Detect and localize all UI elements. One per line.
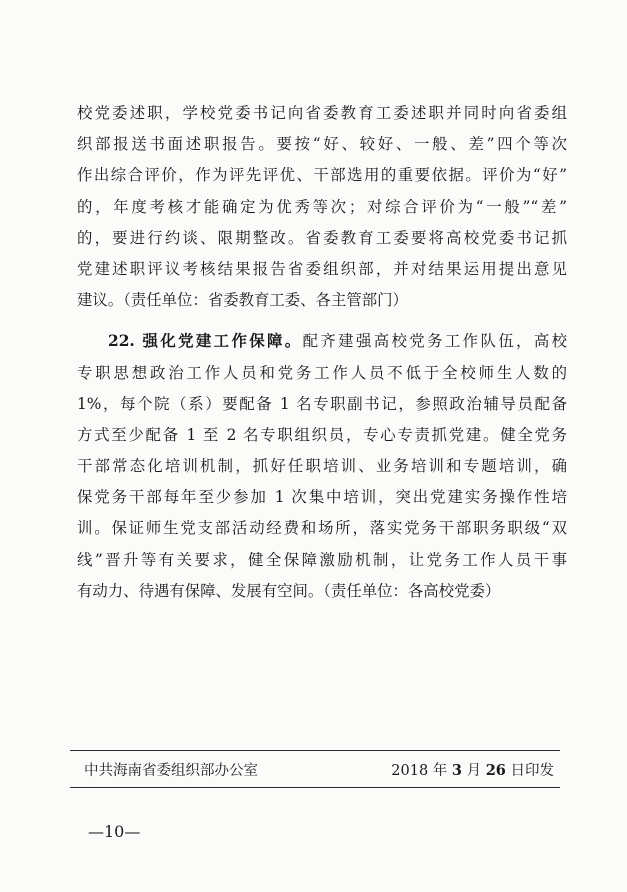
date-year: 2018 (391, 763, 429, 779)
text-line: 织部报送书面述职报告。要按“好、较好、一般、差”四个等次 (77, 135, 567, 154)
paragraph-1 (77, 98, 567, 316)
text-line: 方式至少配备 1 至 2 名专职组织员，专心专责抓党建。健全党务 (77, 425, 567, 444)
text-line: 党建述职评议考核结果报告省委组织部，并对结果运用提出意见 (77, 259, 567, 278)
text-line: 的，年度考核才能确定为优秀等次；对综合评价为“一般”“差” (77, 197, 567, 216)
issuer-name: 中共海南省委组织部办公室 (84, 763, 258, 779)
issue-date (391, 759, 554, 780)
body-text (77, 98, 567, 607)
text-line: 校党委述职，学校党委书记向省委教育工委述职并同时向省委组 (77, 104, 567, 122)
text-line: 有动力、待遇有保障、发展有空间。（责任单位：各高校党委） (77, 581, 501, 600)
text-line: 作出综合评价，作为评先评优、干部选用的重要依据。评价为“好” (77, 166, 567, 185)
text-span: 配齐建强高校党务工作队伍，高校 (302, 332, 567, 351)
text-line: 训。保证师生党支部活动经费和场所，落实党务干部职务职级“双 (77, 519, 567, 538)
text-line: 线”晋升等有关要求，健全保障激励机制，让党务工作人员干事 (77, 550, 567, 569)
text-line (77, 326, 567, 357)
text-line: 干部常态化培训机制，抓好任职培训、业务培训和专题培训，确 (77, 457, 567, 476)
paragraph-2 (77, 326, 567, 607)
section-heading: 22. 强化党建工作保障。 (108, 332, 303, 351)
date-day-suffix: 日印发 (505, 763, 554, 779)
date-month: 3 (451, 762, 462, 779)
text-line: 1%，每个院（系）要配备 1 名专职副书记，参照政治辅导员配备 (77, 394, 567, 413)
date-month-suffix: 月 (461, 763, 486, 779)
footer-bottom-rule (70, 787, 560, 788)
footer-top-rule (70, 750, 560, 751)
date-year-suffix: 年 (428, 763, 452, 779)
page-number: —10— (88, 822, 141, 841)
date-day: 26 (485, 762, 506, 779)
text-line: 保党务干部每年至少参加 1 次集中培训，突出党建实务操作性培 (77, 488, 567, 507)
text-line: 的，要进行约谈、限期整改。省委教育工委要将高校党委书记抓 (77, 228, 567, 247)
text-line: 专职思想政治工作人员和党务工作人员不低于全校师生人数的 (77, 363, 567, 382)
text-line: 建议。（责任单位：省委教育工委、各主管部门） (77, 291, 408, 310)
